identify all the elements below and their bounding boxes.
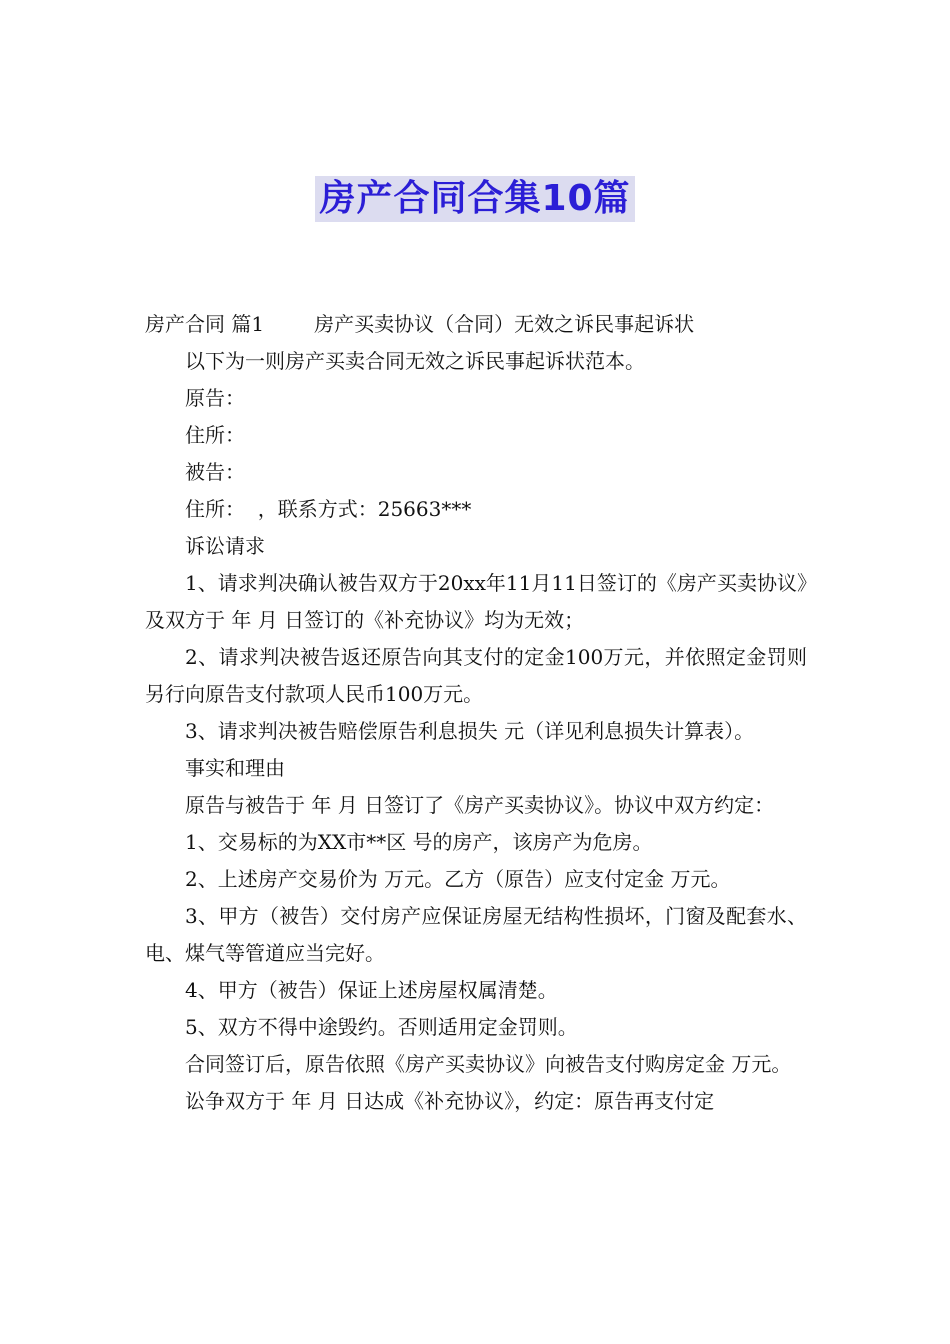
paragraph: 3、请求判决被告赔偿原告利息损失 元（详见利息损失计算表）。 [185,719,755,743]
paragraph: 住所： ，联系方式：25663*** [185,497,472,521]
paragraph: 2、上述房产交易价为 万元。乙方（原告）应支付定金 万元。 [185,867,731,891]
paragraph: 3、甲方（被告）交付房产应保证房屋无结构性损坏，门窗及配套水、电、煤气等管道应当完好。 [145,904,807,965]
paragraph: 5、双方不得中途毁约。否则适用定金罚则。 [185,1015,578,1039]
section-label: 房产合同 篇1 [145,312,265,336]
section-heading [145,306,807,343]
paragraph: 讼争双方于 年 月 日达成《补充协议》，约定：原告再支付定 [185,1089,715,1113]
paragraph: 被告： [185,460,245,484]
paragraph: 2、请求判决被告返还原告向其支付的定金100万元，并依照定金罚则另行向原告支付款项人民币100万元。 [145,645,807,706]
paragraph: 合同签订后，原告依照《房产买卖协议》向被告支付购房定金 万元。 [185,1052,792,1076]
document-body [145,306,807,1120]
paragraph: 住所： [185,423,245,447]
paragraph: 诉讼请求 [185,534,265,558]
document-title-text: 房产合同合集10篇 [315,176,634,222]
paragraph: 原告： [185,386,245,410]
section-subtitle: 房产买卖协议（合同）无效之诉民事起诉状 [314,312,695,336]
paragraph: 事实和理由 [185,756,285,780]
paragraph: 4、甲方（被告）保证上述房屋权属清楚。 [185,978,558,1002]
paragraph: 1、交易标的为XX市**区 号的房产，该房产为危房。 [185,830,653,854]
paragraph: 原告与被告于 年 月 日签订了《房产买卖协议》。协议中双方约定： [185,793,775,817]
paragraph: 以下为一则房产买卖合同无效之诉民事起诉状范本。 [185,349,645,373]
paragraph: 1、请求判决确认被告双方于20xx年11月11日签订的《房产买卖协议》及双方于 年 月 日签订的《补充协议》均为无效； [145,571,807,632]
document-title [0,176,950,222]
